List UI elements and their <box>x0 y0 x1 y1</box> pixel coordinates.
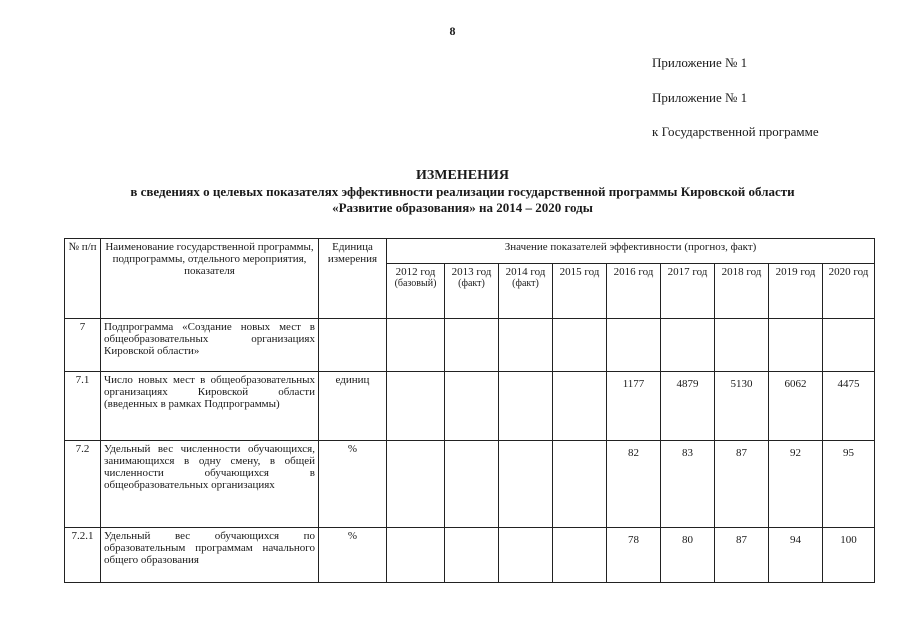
row-value: 78 <box>607 528 661 583</box>
header-year: 2012 год (базовый) <box>387 264 445 319</box>
row-value <box>769 319 823 372</box>
row-value: 92 <box>769 441 823 528</box>
header-year: 2019 год <box>769 264 823 319</box>
header-year: 2015 год <box>553 264 607 319</box>
row-value: 83 <box>661 441 715 528</box>
header-num: № п/п <box>65 239 101 319</box>
row-value: 82 <box>607 441 661 528</box>
header-year: 2018 год <box>715 264 769 319</box>
row-num: 7.1 <box>65 372 101 441</box>
row-value <box>387 319 445 372</box>
row-value <box>499 319 553 372</box>
table-header-row-1 <box>65 239 875 264</box>
row-value: 4475 <box>823 372 875 441</box>
row-value: 1177 <box>607 372 661 441</box>
row-value <box>553 528 607 583</box>
row-name: Удельный вес обучающихся по образовательным программам начального общего образования <box>101 528 319 583</box>
table-row <box>65 528 875 583</box>
row-value: 4879 <box>661 372 715 441</box>
row-name: Число новых мест в общеобразовательных организациях Кировской области (введенных в рамках Подпрограммы) <box>101 372 319 441</box>
row-value: 6062 <box>769 372 823 441</box>
header-unit: Единица измерения <box>319 239 387 319</box>
row-value <box>387 441 445 528</box>
row-unit: % <box>319 528 387 583</box>
appendix-line-1: Приложение № 1 <box>652 55 748 70</box>
row-num: 7 <box>65 319 101 372</box>
row-value <box>445 319 499 372</box>
row-value <box>553 319 607 372</box>
header-year: 2017 год <box>661 264 715 319</box>
appendix-line-2: Приложение № 1 <box>652 90 748 105</box>
row-name: Удельный вес численности обучающихся, занимающихся в одну смену, в общей численности обучающихся в общеобразовательных организациях <box>101 441 319 528</box>
row-unit: % <box>319 441 387 528</box>
row-name: Подпрограмма «Создание новых мест в общеобразовательных организациях Кировской области» <box>101 319 319 372</box>
title-main: ИЗМЕНЕНИЯ <box>416 168 509 183</box>
header-name: Наименование государственной программы, подпрограммы, отдельного мероприятия, показателя <box>101 239 319 319</box>
row-value <box>387 372 445 441</box>
row-value <box>553 372 607 441</box>
row-value <box>823 319 875 372</box>
row-value <box>445 372 499 441</box>
row-unit <box>319 319 387 372</box>
row-value <box>499 372 553 441</box>
header-year: 2013 год (факт) <box>445 264 499 319</box>
table-row <box>65 441 875 528</box>
row-value <box>445 441 499 528</box>
header-year: 2014 год (факт) <box>499 264 553 319</box>
appendix-line-3: к Государственной программе <box>652 124 819 139</box>
indicators-table <box>64 238 875 583</box>
row-value <box>715 319 769 372</box>
row-value <box>445 528 499 583</box>
title-line-1: в сведениях о целевых показателях эффективности реализации государственной программы Кировской области <box>130 184 795 199</box>
header-year: 2016 год <box>607 264 661 319</box>
row-value: 94 <box>769 528 823 583</box>
row-value <box>387 528 445 583</box>
row-value: 80 <box>661 528 715 583</box>
row-value: 87 <box>715 528 769 583</box>
row-value: 95 <box>823 441 875 528</box>
row-value: 100 <box>823 528 875 583</box>
header-values-group: Значение показателей эффективности (прогноз, факт) <box>387 239 875 264</box>
row-value: 87 <box>715 441 769 528</box>
row-value <box>499 528 553 583</box>
row-num: 7.2 <box>65 441 101 528</box>
header-year: 2020 год <box>823 264 875 319</box>
row-num: 7.2.1 <box>65 528 101 583</box>
row-value <box>499 441 553 528</box>
row-value <box>607 319 661 372</box>
row-unit: единиц <box>319 372 387 441</box>
table-row <box>65 319 875 372</box>
document-title <box>40 168 885 216</box>
page-number: 8 <box>449 24 456 38</box>
table-row <box>65 372 875 441</box>
title-line-2: «Развитие образования» на 2014 – 2020 годы <box>332 200 593 215</box>
row-value: 5130 <box>715 372 769 441</box>
row-value <box>553 441 607 528</box>
row-value <box>661 319 715 372</box>
